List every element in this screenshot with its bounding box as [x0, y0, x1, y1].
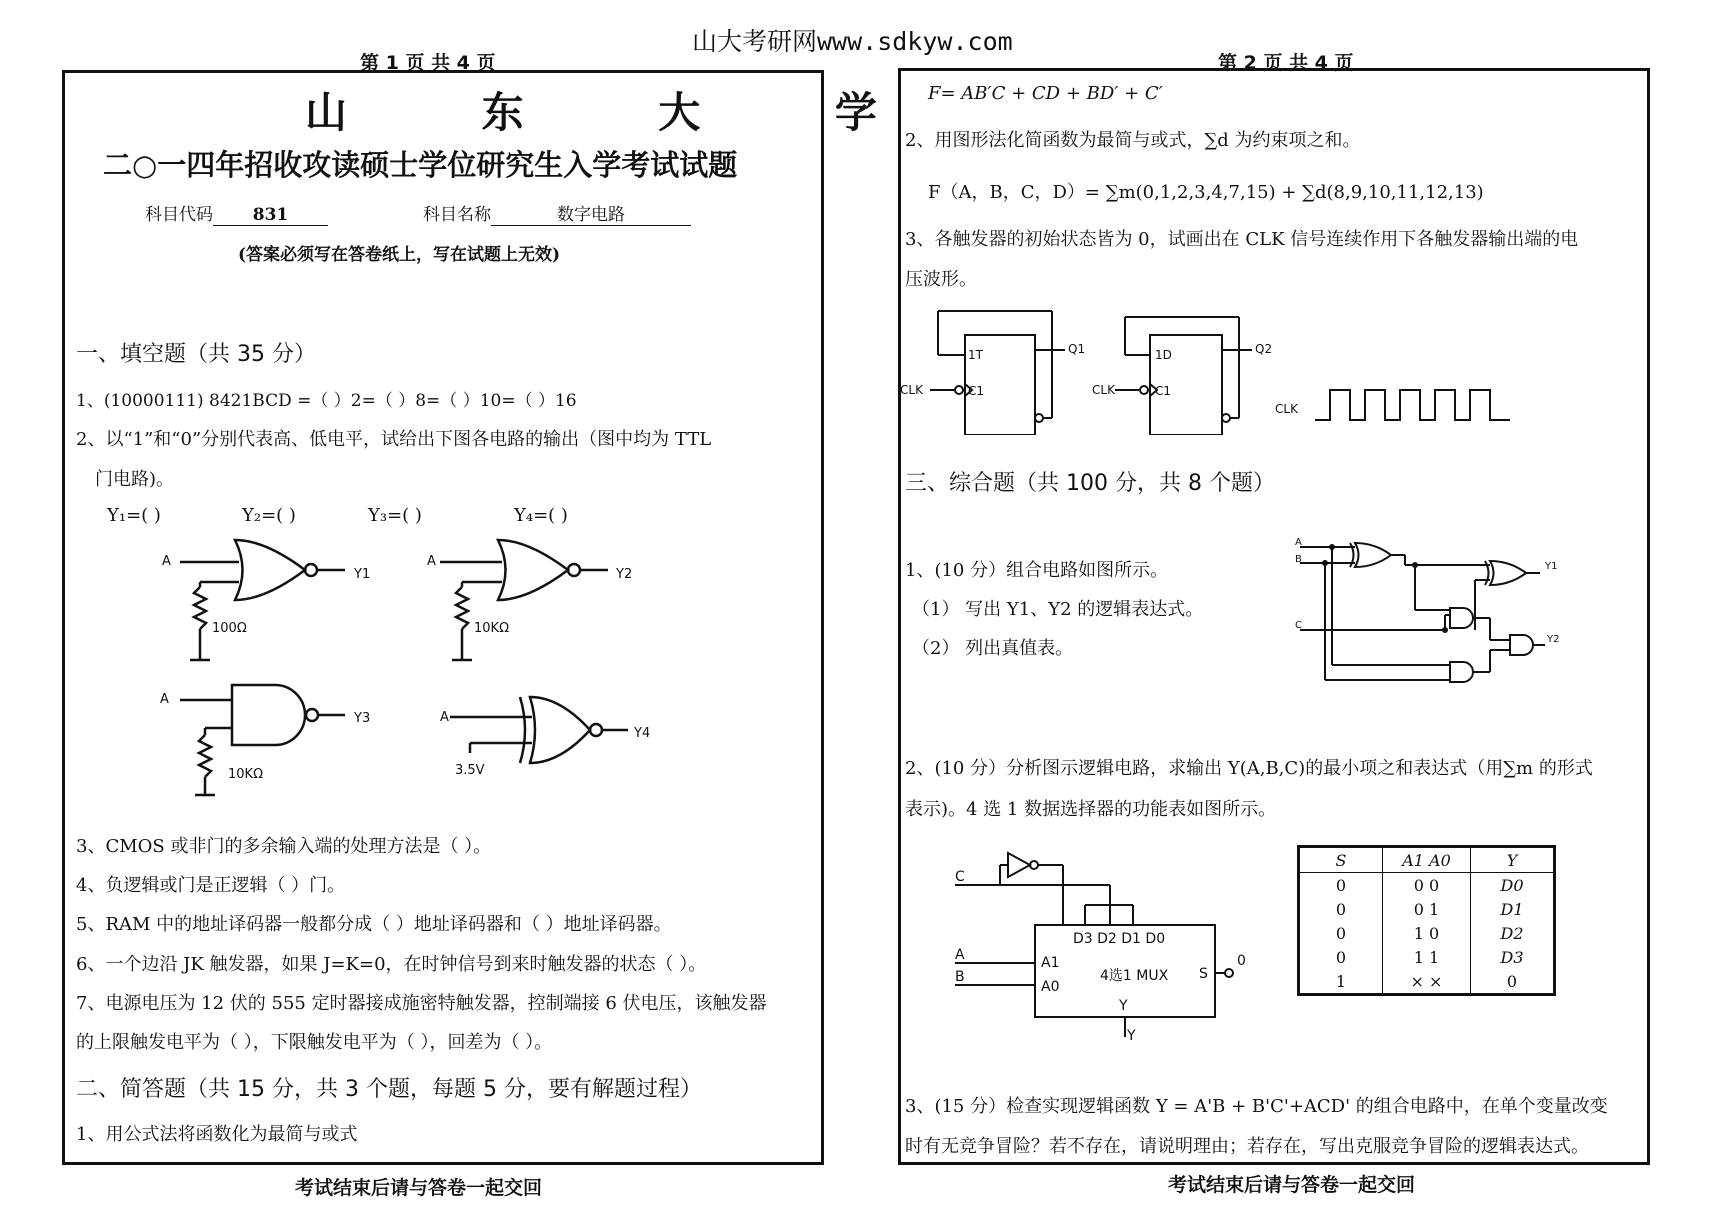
output-y4: Y₄=( )	[514, 505, 568, 526]
notice: (答案必须写在答卷纸上，写在试题上无效)	[238, 245, 561, 265]
mux-circuit-figure	[945, 845, 1265, 1045]
question-1-2-line2: 门电路)。	[95, 469, 175, 490]
question-1-7-line1: 7、电源电压为 12 伏的 555 定时器接成施密特触发器，控制端接 6 伏电压，该触发器	[76, 993, 767, 1014]
output-y3: Y₃=( )	[368, 505, 422, 526]
gate-circuits-figure	[140, 525, 700, 805]
question-1-2-line1: 2、以“1”和“0”分别代表高、低电平，试给出下图各电路的输出（图中均为 TTL	[76, 429, 712, 450]
table-row: 0 0 0 D0	[1300, 873, 1553, 898]
mux-a0-label: A0	[1041, 979, 1060, 995]
mux-b-label: B	[955, 969, 965, 985]
ff-clk-label-2: CLK	[1092, 383, 1115, 397]
subject-name: 数字电路	[491, 200, 691, 226]
label-r-2: 10KΩ	[474, 621, 510, 636]
subject-name-label: 科目名称	[423, 205, 491, 225]
d-flip-flop	[1115, 317, 1252, 435]
mux-zero-label: 0	[1237, 953, 1246, 969]
ff-clk-label-1: CLK	[900, 383, 923, 397]
mux-c-label: C	[955, 869, 965, 885]
question-2-2-function: F（A，B，C，D）= ∑m(0,1,2,3,4,7,15) + ∑d(8,9,10,11,12,13)	[928, 182, 1484, 203]
mux-s-label: S	[1199, 966, 1208, 982]
or-gate	[1510, 635, 1533, 655]
label-y2: Y2	[616, 567, 633, 582]
table-row: 0 0 1 D1	[1300, 897, 1553, 921]
xnor-gate-4	[450, 697, 628, 763]
ff-c1-label-1: C1	[968, 384, 985, 398]
nor-gate-2	[440, 540, 608, 660]
question-2-1: 1、用公式法将函数化为最简与或式	[76, 1124, 358, 1145]
ff-c1-label-2: C1	[1155, 384, 1172, 398]
label-a-4: A	[440, 710, 449, 725]
question-1-6: 6、一个边沿 JK 触发器，如果 J=K=0，在时钟信号到来时触发器的状态（ ）。	[76, 954, 707, 975]
and-gate-2	[1450, 662, 1473, 682]
label-a-2: A	[427, 554, 436, 569]
mux-function-table	[1297, 845, 1556, 996]
question-3-2-line2: 表示)。4 选 1 数据选择器的功能表如图所示。	[905, 799, 1277, 820]
section-3-title: 三、综合题（共 100 分，共 8 个题）	[905, 471, 1275, 496]
clk-waveform	[1315, 390, 1510, 420]
question-1-1: 1、(10000111) 8421BCD =（ ）2=（ ）8=（ ）10=（ ）16	[76, 391, 577, 411]
question-2-2: 2、用图形法化简函数为最简与或式，∑d 为约束项之和。	[905, 130, 1361, 151]
inverter-gate	[1008, 853, 1030, 877]
section-1-title: 一、填空题（共 35 分）	[76, 342, 316, 367]
label-r-3: 10KΩ	[228, 767, 264, 782]
mux-y-label: Y	[1119, 998, 1128, 1014]
label-y4: Y4	[634, 726, 651, 741]
ff-d-label: 1D	[1155, 348, 1172, 362]
right-footer: 考试结束后请与答卷一起交回	[1168, 1174, 1416, 1196]
subject-code: 831	[213, 205, 328, 226]
question-1-5: 5、RAM 中的地址译码器一般都分成（ ）地址译码器和（ ）地址译码器。	[76, 914, 672, 935]
university-title: 山 东 大 学	[305, 88, 937, 137]
question-3-1: 1、(10 分）组合电路如图所示。	[905, 560, 1169, 581]
label-y1: Y1	[354, 567, 371, 582]
mux-a1-label: A1	[1041, 955, 1060, 971]
logic-a-label: A	[1295, 537, 1302, 548]
right-page-header: 第 2 页 共 4 页	[1218, 52, 1354, 74]
logic-y1-label: Y1	[1545, 561, 1558, 572]
question-3-2-line1: 2、(10 分）分析图示逻辑电路，求输出 Y(A,B,C)的最小项之和表达式（用∑m 的形式	[905, 758, 1593, 779]
label-v: 3.5V	[455, 763, 485, 778]
xor-gate-1	[1355, 543, 1391, 567]
question-1-4: 4、负逻辑或门是正逻辑（ ）门。	[76, 875, 346, 896]
table-header-y: Y	[1506, 850, 1518, 870]
question-1-3: 3、CMOS 或非门的多余输入端的处理方法是（ ）。	[76, 836, 492, 857]
site-header: 山大考研网www.sdkyw.com	[692, 27, 1013, 56]
left-page-header: 第 1 页 共 4 页	[360, 52, 496, 74]
question-3-3-line2: 时有无竞争冒险？若不存在，请说明理由；若存在，写出克服竞争冒险的逻辑表达式。	[905, 1136, 1589, 1157]
table-row: 1 × × 0	[1300, 969, 1553, 993]
and-gate-1	[1450, 608, 1473, 628]
question-2-3-line1: 3、各触发器的初始状态皆为 0，试画出在 CLK 信号连续作用下各触发器输出端的电	[905, 229, 1579, 250]
question-3-1-b: （2） 列出真值表。	[912, 638, 1074, 659]
combinational-circuit-figure	[1295, 535, 1595, 685]
ff-t-label: 1T	[968, 348, 983, 362]
table-header-a: A1 A0	[1383, 848, 1471, 873]
label-r-1: 100Ω	[212, 621, 247, 636]
table-row: 0 1 0 D2	[1300, 921, 1553, 945]
label-a-3: A	[160, 692, 169, 707]
subject-code-label: 科目代码	[145, 205, 213, 225]
exam-title: 二○一四年招收攻读硕士学位研究生入学考试试题	[103, 148, 738, 182]
label-y3: Y3	[354, 711, 371, 726]
label-a-1: A	[162, 554, 171, 569]
left-footer: 考试结束后请与答卷一起交回	[295, 1177, 543, 1199]
t-flip-flop	[930, 311, 1065, 435]
subject-code-row	[145, 200, 328, 226]
mux-a-label: A	[955, 947, 965, 963]
nor-gate-1	[180, 540, 345, 660]
function-f: F= AB′C + CD + BD′ + C′	[928, 83, 1163, 104]
table-row: 0 1 1 D3	[1300, 945, 1553, 969]
table-header-s: S	[1300, 848, 1383, 873]
mux-d-labels: D3 D2 D1 D0	[1073, 931, 1166, 947]
section-2-title: 二、简答题（共 15 分，共 3 个题，每题 5 分，要有解题过程）	[76, 1077, 702, 1102]
mux-y-out-label: Y	[1127, 1028, 1136, 1044]
flip-flop-figure	[900, 305, 1560, 435]
logic-c-label: C	[1295, 620, 1302, 631]
ff-q2-label: Q2	[1255, 342, 1273, 356]
ff-clk-label-3: CLK	[1275, 402, 1298, 416]
mux-name-label: 4选1 MUX	[1100, 968, 1169, 984]
output-y1: Y₁=( )	[107, 505, 161, 526]
question-3-3-line1: 3、(15 分）检查实现逻辑函数 Y = A'B + B'C'+ACD' 的组合电路中，在单个变量改变	[905, 1096, 1608, 1117]
xor-gate-2	[1490, 561, 1526, 585]
output-y2: Y₂=( )	[242, 505, 296, 526]
question-2-3-line2: 压波形。	[905, 269, 977, 290]
subject-name-row	[423, 200, 691, 226]
logic-b-label: B	[1295, 554, 1302, 565]
question-1-7-line2: 的上限触发电平为（ ），下限触发电平为（ ），回差为（ ）。	[76, 1032, 553, 1053]
question-3-1-a: （1） 写出 Y1、Y2 的逻辑表达式。	[912, 599, 1204, 620]
ff-q1-label: Q1	[1068, 342, 1086, 356]
logic-y2-label: Y2	[1547, 634, 1560, 645]
